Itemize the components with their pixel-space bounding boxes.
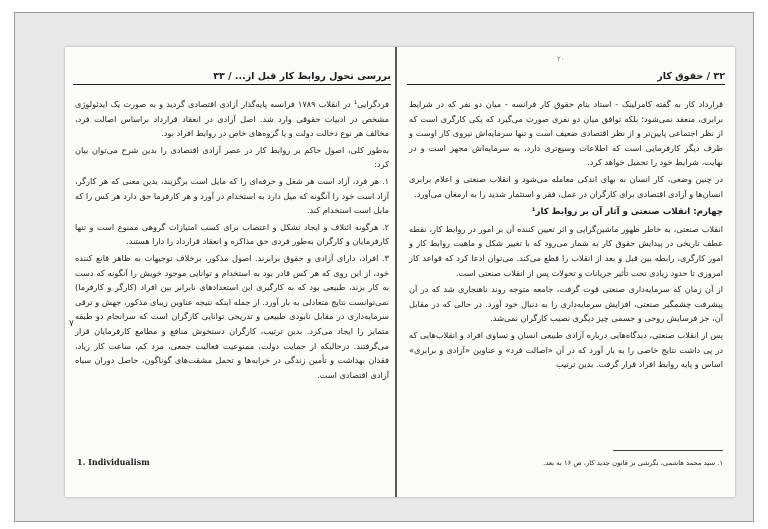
left-paragraph-1: فردگرایی¹ در انقلاب ۱۷۸۹ فرانسه پایه‌گذار آزادی اقتصادی گردید و به صورت یک ایدئولوژی مشخص در ادبیات حقوقی وارد شد. اصل آزادی در انعقاد قرارداد براساس اصالت فرد، مخالف هر نوع دخالت دولت و یا گروه‌های خاص در روابط افراد بود. <box>75 99 389 139</box>
left-page-body <box>75 97 389 384</box>
right-page-footnote: ۱. سید محمد هاشمی، نگرشی بر قانون جدید کار، ص ۱۶ به بعد. <box>543 459 723 467</box>
right-paragraph-1: قرارداد کار به گفته کامرلینک - استاد بنام حقوق کار فرانسه - میان دو نفر که در شرایط برابری، منعقد نمی‌شود؛ بلکه توافق میان دو نفری صورت می‌گیرد که یکی کارگری است که از نظر اجتماعی پایین‌تر و از نظر اقتصادی ضعیف است و تنها سرمایه‌اش نیروی کار اوست و طرف دیگر کارفرمایی است که اطلاعات وسیع‌تری دارد، به سرمایه‌اش مجهز است و در نهایت، شرایط خود را تحمیل خواهد کرد. <box>409 99 723 168</box>
left-page-footnote: 1. Individualism <box>77 457 150 467</box>
document-frame <box>14 12 754 522</box>
right-paragraph-2: در چنین وضعی، کار انسان به بهای اندکی معامله می‌شود و انقلاب صنعتی و اعلام برابری انسان‌ها و آزادی اقتصادی برای کارگران در عمل، فقر و استثمار شدید را به ارمغان می‌آورد. <box>409 173 723 199</box>
right-page-body <box>409 97 723 374</box>
left-page <box>69 47 391 497</box>
book-spread <box>65 47 735 497</box>
left-page-header-title: بررسی تحول روابط کار قبل از... / ۳۳ <box>213 71 391 82</box>
left-page-margin-mark: ۷ <box>69 319 74 329</box>
footnote-divider <box>613 450 723 451</box>
right-page-header-title: ۳۲ / حقوق کار <box>657 71 725 82</box>
left-list-item-3: ۳. افراد، دارای آزادی و حقوق برابرند. اصول مذکور، برخلاف توجیهات به ظاهر قانع کننده خود، از این روی که هر کس قادر بود به استخدام و توانایی موجود خویش را آنگونه که دست به کار بزند، طبیعی بود که به کارگیری این استعدادهای نابرابر بین افراد (کارگر و کارفرما) نمی‌توانست نتایج متعادلی به بار آورد. از جمله اینکه نتیجه عناوین زیبای مذکور، جهش و ترقی سرمایه‌داری در مقابل نابودی طبیعی و تدریجی توانایی کارگران است که سرانجام دو طبقه متمایز را ایجاد می‌کرد. بدین ترتیب، کارگران دستخوش منافع و مطامع کارفرمایان قرار می‌گرفتند. درحالیکه از حمایت دولت، ممنوعیت فعالیت جمعی، مزد کم، ساعت کار زیاد، فقدان بهداشت و تأمین زندگی در خرابه‌ها و تحمل مشقت‌های گوناگون، حاصل دوران سیاه آزادی اقتصادی است. <box>75 252 389 380</box>
right-paragraph-3: انقلاب صنعتی، به خاطر ظهور ماشین‌گرایی و اثر تعیین کننده آن بر امور در روابط کار، نقطه عطف تاریخی در پیدایش حقوق کار به شمار می‌رود که با تغییر شکل و ماهیت روابط کار و امور کارگری، رابطه بین قبل و بعد از انقلاب را قطع می‌کند. می‌توان ادعا کرد که قواعد کار امروزی تا حدود زیادی تحت تأثیر جریانات و تحولات پس از انقلاب صنعتی است. <box>409 223 723 278</box>
right-page-top-mark: ۲۰ <box>557 55 565 63</box>
right-page <box>407 47 725 497</box>
book-spine <box>395 47 397 497</box>
left-page-header <box>73 71 391 85</box>
left-list-item-1: ۱. هر فرد، آزاد است هر شغل و حرفه‌ای را که مایل است برگزیند، بدین معنی که هر کارگر، آزاد است خود را آنگونه که میل دارد به استخدام در آورد و هر کارفرما حق دارد هر کس را که مایل است استخدام کند. <box>75 175 389 216</box>
left-paragraph-2: به‌طور کلی، اصول حاکم بر روابط کار در عصر آزادی اقتصادی را بدین شرح می‌توان بیان کرد: <box>75 144 389 170</box>
right-paragraph-4: از آن زمان که سرمایه‌داری صنعتی قوت گرفت، جامعه متوجه روند ناهنجاری شد که در آن پیشرفت چشمگیر صنعتی، افزایش سرمایه‌داری را به دنبال خود آورد. در حالی که در مقابل آن، جز فرسایش روحی و جسمی چیز دیگری نصیب کارگران نمی‌شد. <box>409 284 723 324</box>
left-list-item-2: ۲. هرگونه ائتلاف و ایجاد تشکل و اعتصاب برای کسب امتیازات گروهی ممنوع است و تنها کارفرمایان و کارگران به‌طور فردی حق مذاکره و انعقاد قرارداد را دارا هستند. <box>75 221 389 247</box>
right-section-heading: چهارم: انقلاب صنعتی و آثار آن بر روابط کار¹ <box>531 207 723 218</box>
right-page-header <box>407 71 725 85</box>
right-paragraph-5: پس از انقلاب صنعتی، دیدگاه‌هایی درباره آزادی طبیعی انسان و تساوی افراد و انقلاب‌هایی که در پی داشت نتایج خاصی را به بار آورد که در آن «اصالت فرد» و عناوین «آزادی و برابری» اساس و پایه روابط افراد قرار گرفت. بدین ترتیب <box>409 329 723 370</box>
